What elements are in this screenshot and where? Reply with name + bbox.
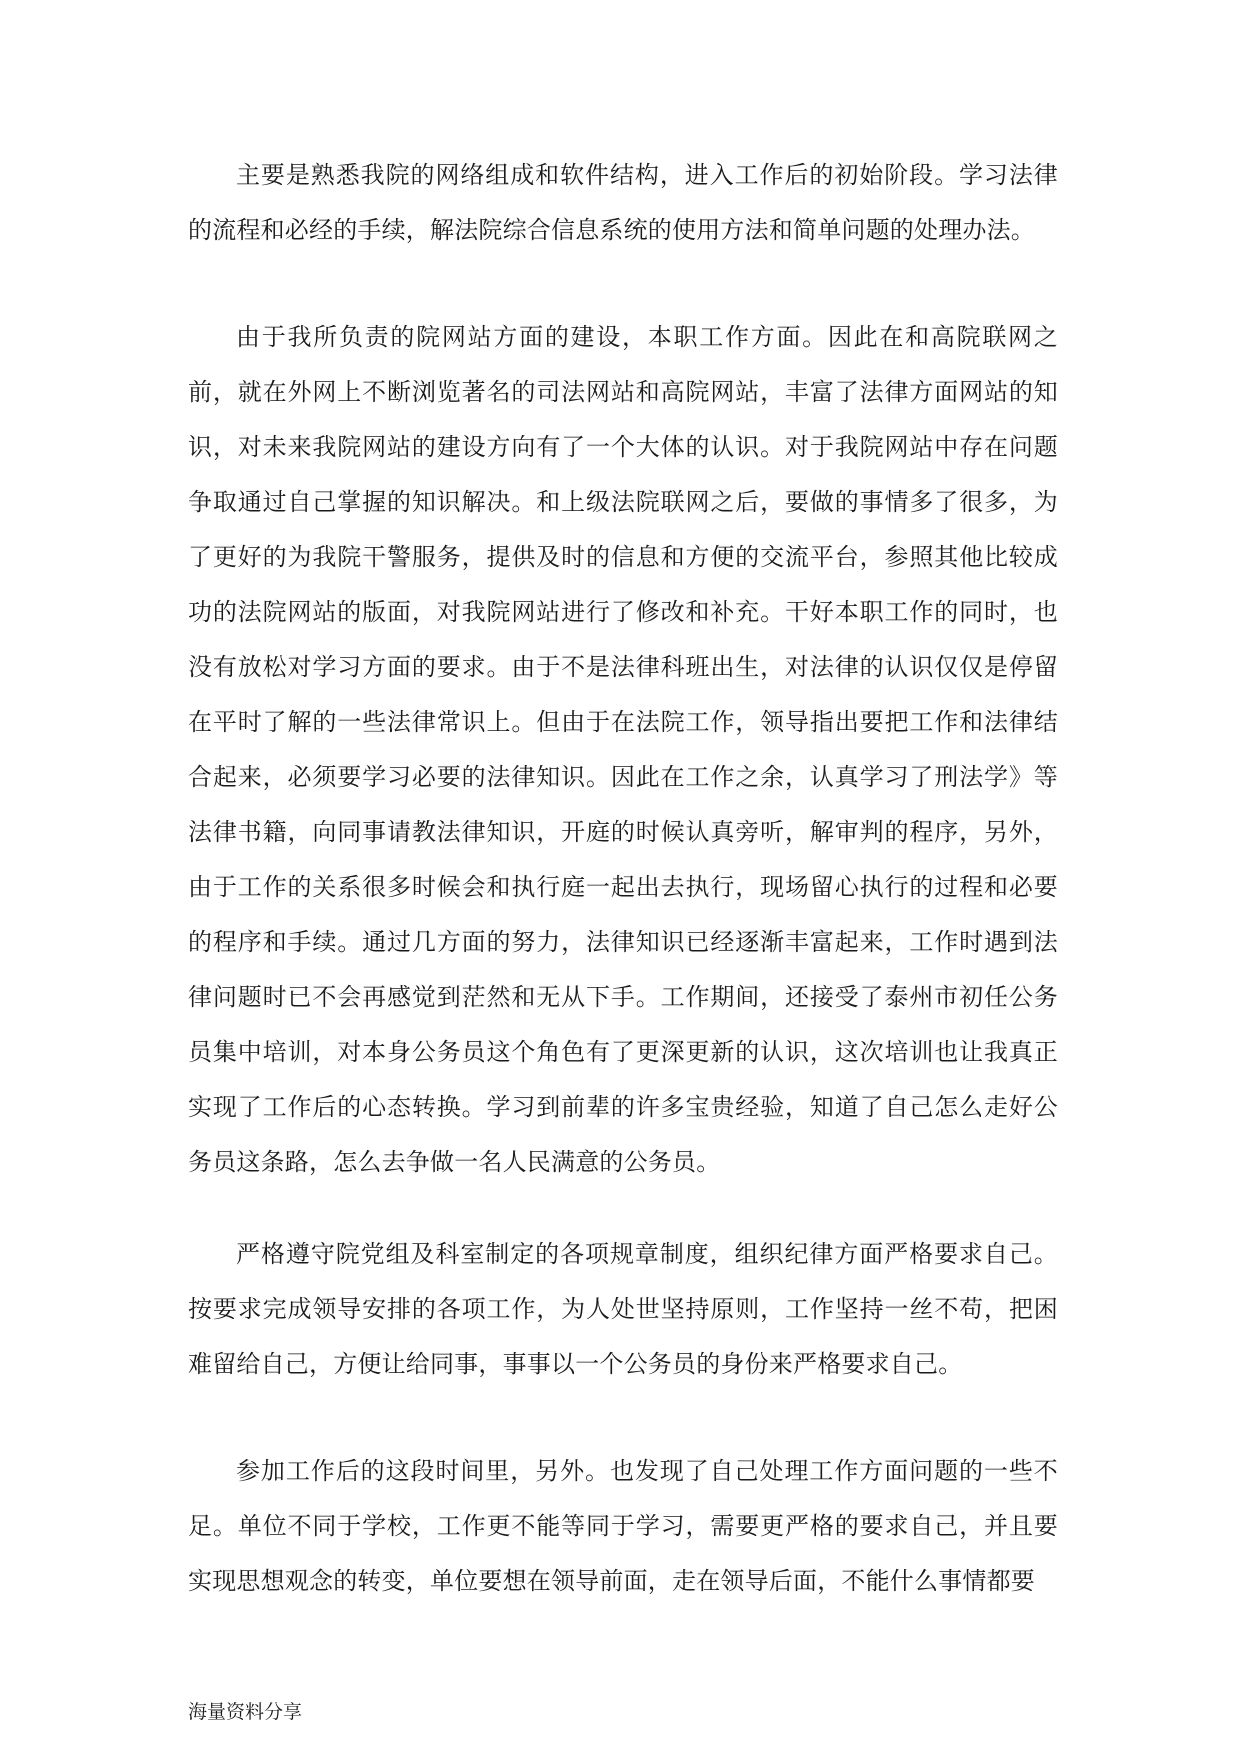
paragraph-network-familiarization: 主要是熟悉我院的网络组成和软件结构，进入工作后的初始阶段。学习法律的流程和必经的手续，解法院综合信息系统的使用方法和简单问题的处理办法。 [188,161,1058,244]
paragraph-website-construction: 由于我所负责的院网站方面的建设，本职工作方面。因此在和高院联网之前，就在外网上不断浏览著名的司法网站和高院网站，丰富了法律方面网站的知识，对未来我院网站的建设方向有了一个大体的认识。对于我院网站中存在问题争取通过自己掌握的知识解决。和上级法院联网之后，要做的事情多了很多，为了更好的为我院干警服务，提供及时的信息和方便的交流平台，参照其他比较成功的法院网站的版面，对我院网站进行了修改和补充。干好本职工作的同时，也没有放松对学习方面的要求。由于不是法律科班出生，对法律的认识仅仅是停留在平时了解的一些法律常识上。但由于在法院工作，领导指出要把工作和法律结合起来，必须要学习必要的法律知识。因此在工作之余，认真学习了刑法学》等法律书籍，向同事请教法律知识，开庭的时候认真旁听，解审判的程序，另外，由于工作的关系很多时候会和执行庭一起出去执行，现场留心执行的过程和必要的程序和手续。通过几方面的努力，法律知识已经逐渐丰富起来，工作时遇到法律问题时已不会再感觉到茫然和无从下手。工作期间，还接受了泰州市初任公务员集中培训，对本身公务员这个角色有了更深更新的认识，这次培训也让我真正实现了工作后的心态转换。学习到前辈的许多宝贵经验，知道了自己怎么走好公务员这条路，怎么去争做一名人民满意的公务员。 [188,323,1058,1176]
page-footer: 海量资料分享 [188,1701,303,1723]
paragraph-shortcomings: 参加工作后的这段时间里，另外。也发现了自己处理工作方面问题的一些不足。单位不同于学校，工作更不能等同于学习，需要更严格的要求自己，并且要实现思想观念的转变，单位要想在领导前面，走在领导后面，不能什么事情都要 [188,1457,1058,1595]
paragraph-discipline: 严格遵守院党组及科室制定的各项规章制度，组织纪律方面严格要求自己。按要求完成领导安排的各项工作，为人处世坚持原则，工作坚持一丝不苟，把困难留给自己，方便让给同事，事事以一个公务员的身份来严格要求自己。 [188,1240,1058,1378]
